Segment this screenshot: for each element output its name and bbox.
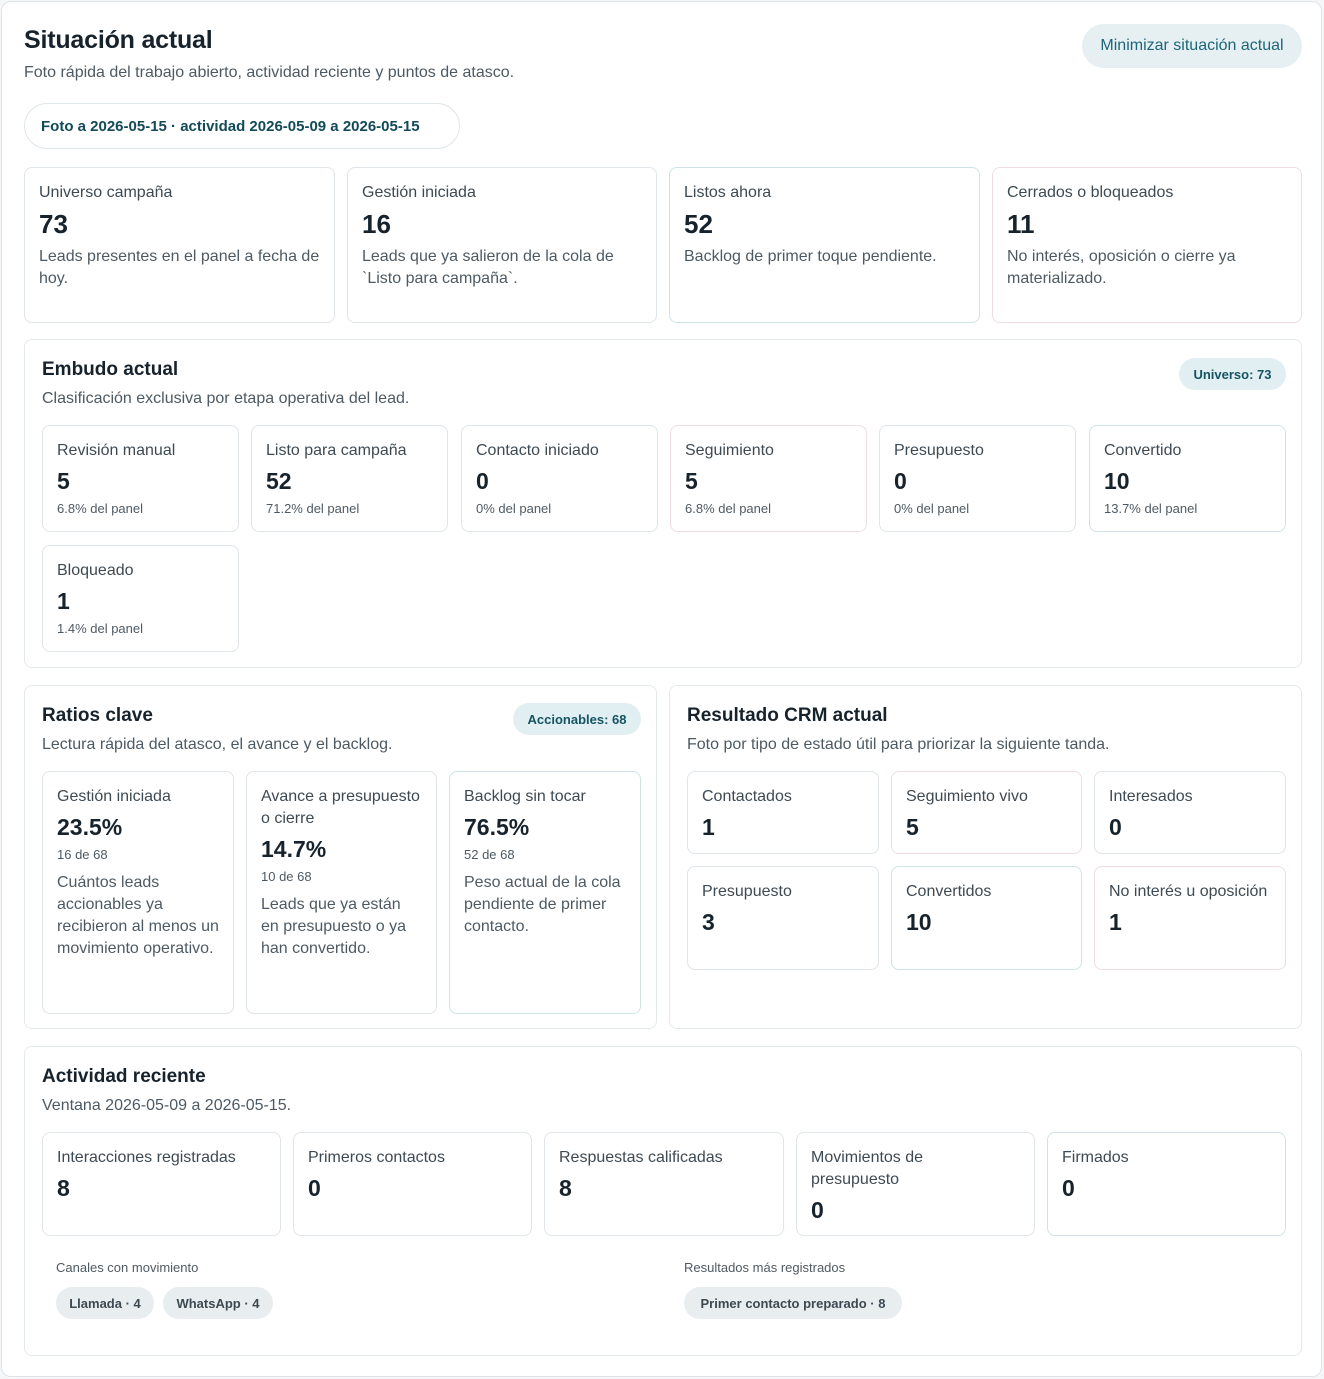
ratio-fraction: 52 de 68 (464, 847, 515, 862)
channel-chip-llamada[interactable]: Llamada · 4 (56, 1287, 154, 1319)
stage-value: 0 (476, 468, 489, 494)
ratio-card-avance (246, 771, 437, 1014)
funnel-universe-badge: Universo: 73 (1179, 358, 1286, 390)
summary-label: Listos ahora (684, 184, 772, 201)
ratio-desc: Cuántos leads accionables ya recibieron al menos un movimiento operativo. (57, 874, 219, 957)
activity-value: 8 (57, 1175, 70, 1201)
stage-pct: 1.4% del panel (57, 621, 144, 636)
stage-label: Revisión manual (57, 442, 176, 459)
activity-label: Respuestas calificadas (559, 1149, 723, 1166)
crm-card-interesados (1094, 771, 1286, 854)
activity-card-respuestas (544, 1132, 784, 1236)
summary-desc: Leads presentes en el panel a fecha de hoy. (39, 248, 320, 287)
crm-card-seguimiento (891, 771, 1082, 854)
funnel-stage-listo (251, 425, 448, 532)
page-subtitle: Foto rápida del trabajo abierto, actividad reciente y puntos de atasco. (24, 64, 515, 81)
crm-card-no-interes (1094, 866, 1286, 970)
ratio-desc: Leads que ya están en presupuesto o ya han convertido. (261, 896, 406, 957)
crm-value: 0 (1109, 814, 1122, 840)
activity-section (24, 1046, 1302, 1356)
activity-subtitle: Ventana 2026-05-09 a 2026-05-15. (42, 1097, 292, 1114)
stage-value: 0 (894, 468, 907, 494)
activity-label: Movimientos de presupuesto (811, 1149, 924, 1188)
summary-desc: No interés, oposición o cierre ya materializado. (1007, 248, 1236, 287)
activity-card-movimientos (796, 1132, 1035, 1236)
activity-label: Primeros contactos (308, 1149, 445, 1166)
date-range-pill: Foto a 2026-05-15 · actividad 2026-05-09 a 2026-05-15 (24, 103, 460, 149)
crm-subtitle: Foto por tipo de estado útil para priorizar la siguiente tanda. (687, 736, 1110, 753)
activity-label: Firmados (1062, 1149, 1129, 1166)
crm-section (669, 685, 1302, 1029)
stage-pct: 6.8% del panel (685, 501, 772, 516)
activity-card-interacciones (42, 1132, 281, 1236)
ratio-label: Gestión iniciada (57, 788, 171, 805)
stage-label: Presupuesto (894, 442, 984, 459)
crm-value: 1 (702, 814, 715, 840)
crm-card-contactados (687, 771, 879, 854)
funnel-stage-convertido (1089, 425, 1286, 532)
stage-value: 5 (685, 468, 698, 494)
summary-desc: Leads que ya salieron de la cola de `Listo para campaña`. (362, 248, 614, 287)
result-chip-primer-contacto[interactable]: Primer contacto preparado · 8 (684, 1287, 902, 1319)
stage-pct: 6.8% del panel (57, 501, 144, 516)
activity-card-primeros (293, 1132, 532, 1236)
summary-value: 52 (684, 209, 713, 239)
crm-value: 3 (702, 909, 715, 935)
stage-pct: 0% del panel (476, 501, 552, 516)
crm-card-convertidos (891, 866, 1082, 970)
situation-panel (1, 1, 1322, 1377)
summary-value: 16 (362, 209, 391, 239)
stage-pct: 13.7% del panel (1104, 501, 1198, 516)
stage-value: 10 (1104, 468, 1130, 494)
ratios-section (24, 685, 657, 1029)
stage-value: 52 (266, 468, 292, 494)
ratio-value: 76.5% (464, 814, 530, 840)
activity-value: 8 (559, 1175, 572, 1201)
funnel-stage-contacto (461, 425, 658, 532)
ratios-subtitle: Lectura rápida del atasco, el avance y el backlog. (42, 736, 393, 753)
page-title: Situación actual (24, 26, 213, 54)
activity-value: 0 (1062, 1175, 1075, 1201)
summary-desc: Backlog de primer toque pendiente. (684, 248, 937, 265)
crm-label: Presupuesto (702, 883, 792, 900)
funnel-stage-seguimiento (670, 425, 867, 532)
funnel-stage-revision (42, 425, 239, 532)
activity-card-firmados (1047, 1132, 1286, 1236)
crm-label: No interés u oposición (1109, 883, 1268, 900)
summary-label: Universo campaña (39, 184, 173, 201)
stage-pct: 71.2% del panel (266, 501, 360, 516)
crm-label: Seguimiento vivo (906, 788, 1028, 805)
funnel-stage-bloqueado (42, 545, 239, 652)
ratios-actionable-badge: Accionables: 68 (513, 703, 641, 735)
channel-chip-whatsapp[interactable]: WhatsApp · 4 (163, 1287, 273, 1319)
summary-card-gestion (347, 167, 657, 323)
stage-label: Seguimiento (685, 442, 774, 459)
minimize-button[interactable]: Minimizar situación actual (1082, 24, 1302, 68)
stage-value: 1 (57, 588, 70, 614)
summary-label: Gestión iniciada (362, 184, 476, 201)
crm-value: 1 (1109, 909, 1122, 935)
summary-label: Cerrados o bloqueados (1007, 184, 1174, 201)
ratio-label: Avance a presupuesto o cierre (261, 788, 420, 827)
summary-value: 73 (39, 209, 68, 239)
activity-value: 0 (308, 1175, 321, 1201)
ratio-value: 14.7% (261, 836, 327, 862)
summary-card-cerrados (992, 167, 1302, 323)
funnel-stage-presupuesto (879, 425, 1076, 532)
activity-value: 0 (811, 1197, 824, 1223)
crm-label: Convertidos (906, 883, 992, 900)
summary-card-listos (669, 167, 980, 323)
funnel-section (24, 339, 1302, 668)
activity-title: Actividad reciente (42, 1066, 206, 1087)
crm-value: 10 (906, 909, 932, 935)
ratio-value: 23.5% (57, 814, 123, 840)
crm-card-presupuesto (687, 866, 879, 970)
stage-label: Contacto iniciado (476, 442, 599, 459)
stage-pct: 0% del panel (894, 501, 970, 516)
crm-label: Contactados (702, 788, 792, 805)
ratio-desc: Peso actual de la cola pendiente de primer contacto. (464, 874, 621, 935)
ratio-card-gestion (42, 771, 234, 1014)
ratio-label: Backlog sin tocar (464, 788, 586, 805)
results-label: Resultados más registrados (684, 1260, 846, 1275)
stage-label: Convertido (1104, 442, 1182, 459)
funnel-title: Embudo actual (42, 359, 179, 380)
crm-label: Interesados (1109, 788, 1193, 805)
activity-label: Interacciones registradas (57, 1149, 236, 1166)
ratios-title: Ratios clave (42, 705, 153, 726)
stage-value: 5 (57, 468, 70, 494)
summary-value: 11 (1007, 209, 1035, 239)
stage-label: Listo para campaña (266, 442, 407, 459)
ratio-fraction: 10 de 68 (261, 869, 312, 884)
ratio-fraction: 16 de 68 (57, 847, 108, 862)
ratio-card-backlog (449, 771, 641, 1014)
crm-title: Resultado CRM actual (687, 705, 888, 726)
stage-label: Bloqueado (57, 562, 134, 579)
channels-label: Canales con movimiento (56, 1260, 199, 1275)
funnel-subtitle: Clasificación exclusiva por etapa operativa del lead. (42, 390, 410, 407)
summary-card-universo (24, 167, 335, 323)
crm-value: 5 (906, 814, 919, 840)
